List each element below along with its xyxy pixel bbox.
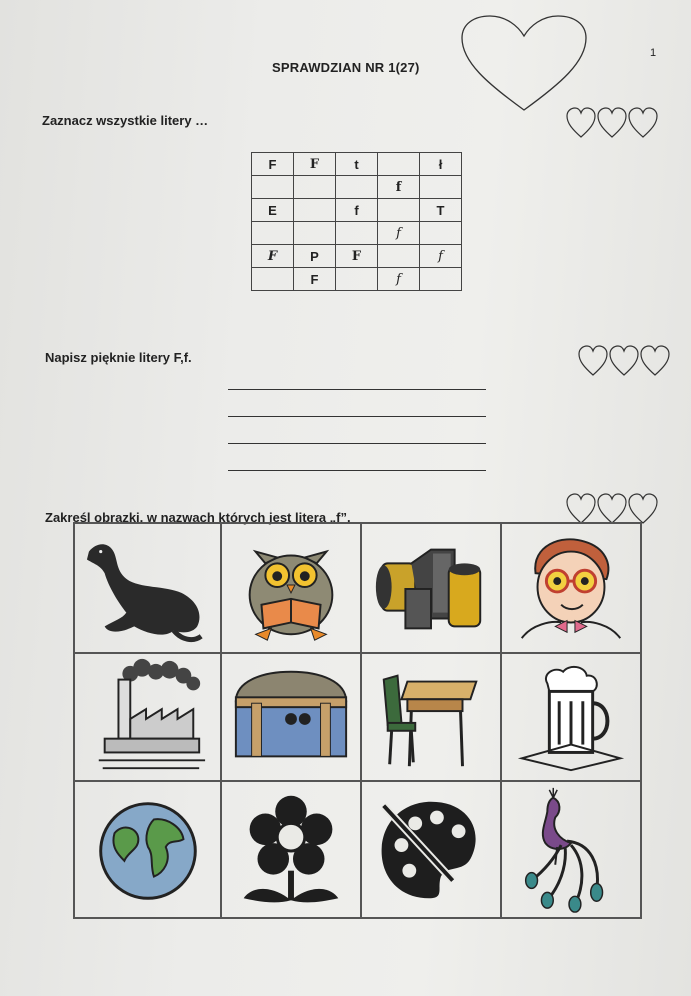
grid-cell[interactable]: E xyxy=(252,199,294,222)
grid-cell[interactable] xyxy=(252,176,294,199)
writing-line[interactable] xyxy=(228,389,486,390)
grid-cell[interactable]: P xyxy=(294,245,336,268)
grid-cell[interactable] xyxy=(294,176,336,199)
picture-cell[interactable] xyxy=(221,523,361,653)
flower-icon xyxy=(222,782,360,917)
task-2-instruction: Napisz pięknie litery F,f. xyxy=(45,350,192,365)
writing-line[interactable] xyxy=(228,416,486,417)
grid-cell[interactable] xyxy=(420,268,462,291)
three-hearts-rating-icon xyxy=(566,493,658,525)
three-hearts-rating-icon xyxy=(566,107,658,139)
picture-cell[interactable] xyxy=(74,523,221,653)
writing-line[interactable] xyxy=(228,443,486,444)
chest-icon xyxy=(222,654,360,780)
picture-cell[interactable] xyxy=(74,781,221,918)
boy-with-glasses-icon xyxy=(502,524,640,652)
grid-row xyxy=(252,153,462,176)
writing-line[interactable] xyxy=(228,470,486,471)
grid-cell[interactable]: F xyxy=(336,245,378,268)
factory-icon xyxy=(75,654,220,780)
seal-icon xyxy=(75,524,220,652)
picture-cell[interactable] xyxy=(501,653,641,781)
grid-cell[interactable] xyxy=(420,222,462,245)
grid-cell[interactable]: f xyxy=(378,268,420,291)
grid-cell[interactable] xyxy=(420,176,462,199)
paint-palette-icon xyxy=(362,782,500,917)
grid-cell[interactable]: ł xyxy=(420,153,462,176)
grid-cell[interactable] xyxy=(336,176,378,199)
owl-reading-icon xyxy=(222,524,360,652)
grid-cell[interactable]: f xyxy=(420,245,462,268)
task-1-instruction: Zaznacz wszystkie litery … xyxy=(42,113,209,128)
grid-cell[interactable]: f xyxy=(336,199,378,222)
heart-score-icon xyxy=(458,14,590,114)
grid-cell[interactable]: f xyxy=(378,176,420,199)
grid-cell[interactable]: T xyxy=(420,199,462,222)
grid-cell[interactable]: F xyxy=(294,153,336,176)
grid-cell[interactable]: F xyxy=(252,245,294,268)
grid-cell[interactable] xyxy=(378,199,420,222)
grid-row xyxy=(252,199,462,222)
grid-cell[interactable]: t xyxy=(336,153,378,176)
grid-cell[interactable] xyxy=(252,268,294,291)
page-number: 1 xyxy=(650,47,657,59)
letter-grid xyxy=(251,152,462,291)
picture-cell[interactable] xyxy=(361,781,501,918)
picture-grid xyxy=(73,522,642,919)
grid-cell[interactable]: F xyxy=(252,153,294,176)
task-3-instruction: Zakreśl obrazki, w nazwach których jest litera „f”. xyxy=(45,510,351,525)
grid-cell[interactable] xyxy=(336,268,378,291)
grid-cell[interactable] xyxy=(294,222,336,245)
page-title: SPRAWDZIAN NR 1(27) xyxy=(272,60,420,75)
picture-cell[interactable] xyxy=(221,653,361,781)
grid-row xyxy=(252,268,462,291)
picture-cell[interactable] xyxy=(74,653,221,781)
picture-cell[interactable] xyxy=(361,523,501,653)
picture-cell[interactable] xyxy=(501,523,641,653)
film-rolls-icon xyxy=(362,524,500,652)
picture-cell[interactable] xyxy=(361,653,501,781)
picture-cell[interactable] xyxy=(501,781,641,918)
grid-cell[interactable] xyxy=(294,199,336,222)
grid-cell[interactable] xyxy=(336,222,378,245)
grid-row xyxy=(252,222,462,245)
three-hearts-rating-icon xyxy=(578,345,670,377)
peacock-icon xyxy=(502,782,640,917)
grid-cell[interactable]: f xyxy=(378,222,420,245)
grid-row xyxy=(252,176,462,199)
globe-icon xyxy=(75,782,220,917)
grid-cell[interactable] xyxy=(378,153,420,176)
school-desk-icon xyxy=(362,654,500,780)
beer-mug-icon xyxy=(502,654,640,780)
grid-cell[interactable] xyxy=(252,222,294,245)
grid-cell[interactable] xyxy=(378,245,420,268)
grid-row xyxy=(252,245,462,268)
grid-cell[interactable]: F xyxy=(294,268,336,291)
picture-cell[interactable] xyxy=(221,781,361,918)
